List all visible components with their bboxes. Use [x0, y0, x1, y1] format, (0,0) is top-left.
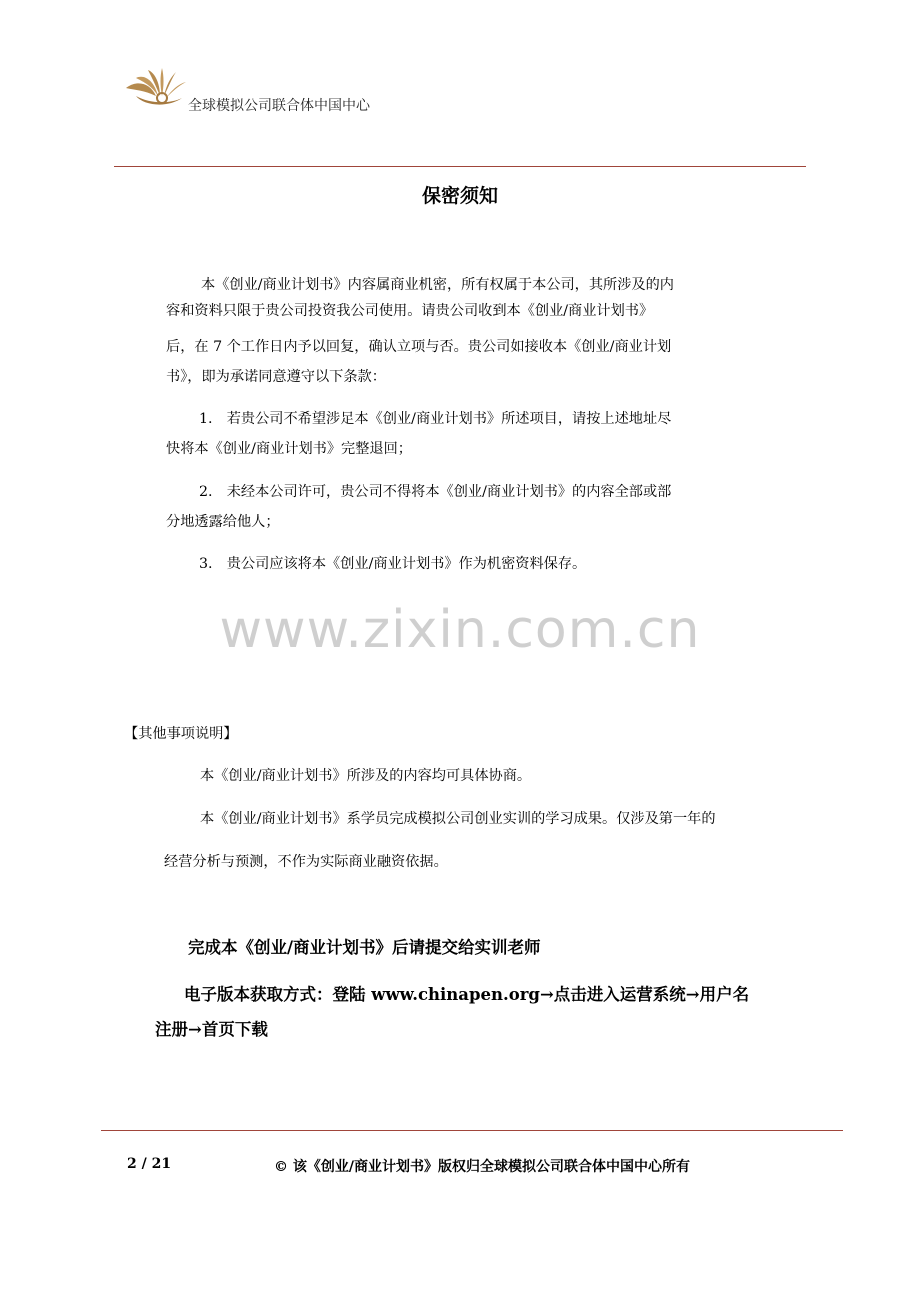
other-line-2: 本《创业/商业计划书》系学员完成模拟公司创业实训的学习成果。仅涉及第一年的	[200, 811, 716, 827]
logo-icon	[122, 66, 190, 110]
page-title: 保密须知	[421, 185, 498, 207]
clause-3: 3. 贵公司应该将本《创业/商业计划书》作为机密资料保存。	[199, 556, 587, 572]
clause-2-line-2: 分地透露给他人；	[166, 514, 280, 530]
intro-line-4: 书》，即为承诺同意遵守以下条款：	[166, 369, 386, 385]
intro-line-2: 容和资料只限于贵公司投资我公司使用。请贵公司收到本《创业/商业计划书》	[166, 303, 654, 319]
intro-line-1: 本《创业/商业计划书》内容属商业机密，所有权属于本公司，其所涉及的内	[201, 277, 674, 293]
copyright: © 该《创业/商业计划书》版权归全球模拟公司联合体中国中心所有	[274, 1159, 690, 1175]
page-number: 2 / 21	[127, 1156, 172, 1172]
submit-notice: 完成本《创业/商业计划书》后请提交给实训老师	[188, 938, 541, 957]
other-line-3: 经营分析与预测，不作为实际商业融资依据。	[164, 854, 448, 870]
header-rule	[114, 166, 806, 167]
watermark: www.zixin.com.cn	[219, 600, 701, 660]
footer-rule	[101, 1130, 843, 1131]
download-line-1: 电子版本获取方式：登陆 www.chinapen.org→点击进入运营系统→用户名	[184, 985, 750, 1004]
org-name: 全球模拟公司联合体中国中心	[188, 98, 370, 114]
clause-2-line-1: 2. 未经本公司许可，贵公司不得将本《创业/商业计划书》的内容全部或部	[199, 484, 672, 500]
clause-1-line-2: 快将本《创业/商业计划书》完整退回；	[166, 441, 412, 457]
other-heading: 【其他事项说明】	[124, 726, 238, 742]
other-line-1: 本《创业/商业计划书》所涉及的内容均可具体协商。	[200, 768, 532, 784]
download-line-2: 注册→首页下载	[155, 1020, 268, 1039]
clause-1-line-1: 1. 若贵公司不希望涉足本《创业/商业计划书》所述项目，请按上述地址尽	[199, 411, 672, 427]
intro-line-3: 后，在 7 个工作日内予以回复，确认立项与否。贵公司如接收本《创业/商业计划	[166, 339, 672, 355]
